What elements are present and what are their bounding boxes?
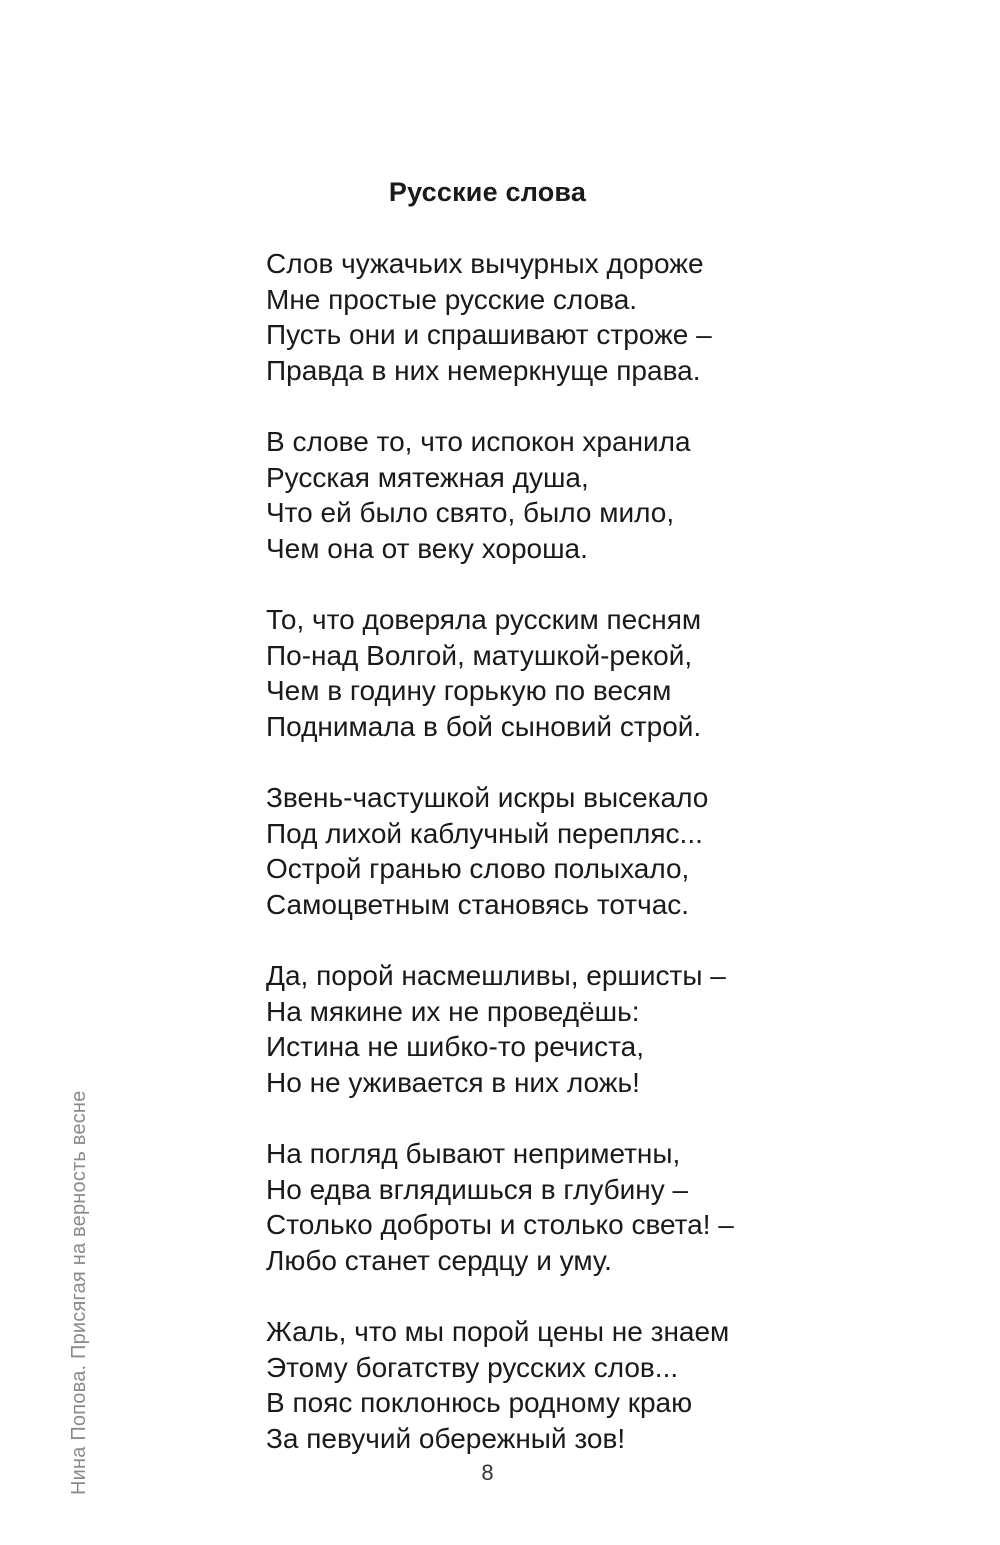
poem-line: Да, порой насмешливы, ершисты – <box>266 960 726 991</box>
poem-line: Этому богатству русских слов... <box>266 1351 679 1383</box>
stanza-2 <box>266 424 786 566</box>
poem-line: За певучий обережный зов! <box>266 1422 626 1454</box>
stanza-6 <box>266 1136 786 1278</box>
poem-body <box>266 246 786 1492</box>
poem-line: Истина не шибко-то речиста, <box>266 1031 644 1062</box>
running-footer-author-title: Нина Попова. Присягая на верность весне <box>68 1090 90 1495</box>
poem-line: Пусть они и спрашивают строже – <box>266 319 712 350</box>
page-number: 8 <box>481 1460 494 1485</box>
poem-line: Правда в них немеркнуще права. <box>266 354 701 386</box>
stanza-5 <box>266 958 786 1100</box>
stanza-7 <box>266 1314 786 1456</box>
poem-line: Что ей было свято, было мило, <box>266 497 675 528</box>
poem-line: Поднимала в бой сыновий строй. <box>266 710 702 742</box>
poem-line: В слове то, что испокон хранила <box>266 426 691 457</box>
stanza-3 <box>266 602 786 744</box>
poem-line: По-над Волгой, матушкой-рекой, <box>266 639 693 671</box>
poem-line: То, что доверяла русским песням <box>266 604 702 635</box>
poem-line: Жаль, что мы порой цены не знаем <box>266 1316 730 1347</box>
poem-line: Под лихой каблучный перепляс... <box>266 817 703 849</box>
poem-line: Любо станет сердцу и уму. <box>266 1244 612 1276</box>
poem-line: Мне простые русские слова. <box>266 283 638 315</box>
poem-line: Чем она от веку хороша. <box>266 532 588 564</box>
poem-line: На мякине их не проведёшь: <box>266 995 640 1027</box>
stanza-1 <box>266 246 786 388</box>
poem-line: Столько доброты и столько света! – <box>266 1209 734 1240</box>
poem-title: Русские слова <box>388 177 587 207</box>
poem-line: На погляд бывают неприметны, <box>266 1138 681 1169</box>
poem-line: Но не уживается в них ложь! <box>266 1066 640 1098</box>
poem-line: Русская мятежная душа, <box>266 461 589 493</box>
poem-line: Чем в годину горькую по весям <box>266 675 672 706</box>
poem-line: Звень-частушкой искры высекало <box>266 782 709 813</box>
poem-line: Но едва вглядишься в глубину – <box>266 1173 689 1205</box>
poem-line: Слов чужачьих вычурных дороже <box>266 248 704 279</box>
stanza-4 <box>266 780 786 922</box>
poem-line: Острой гранью слово полыхало, <box>266 853 690 884</box>
poem-line: Самоцветным становясь тотчас. <box>266 888 690 920</box>
poem-line: В пояс поклонюсь родному краю <box>266 1387 693 1418</box>
